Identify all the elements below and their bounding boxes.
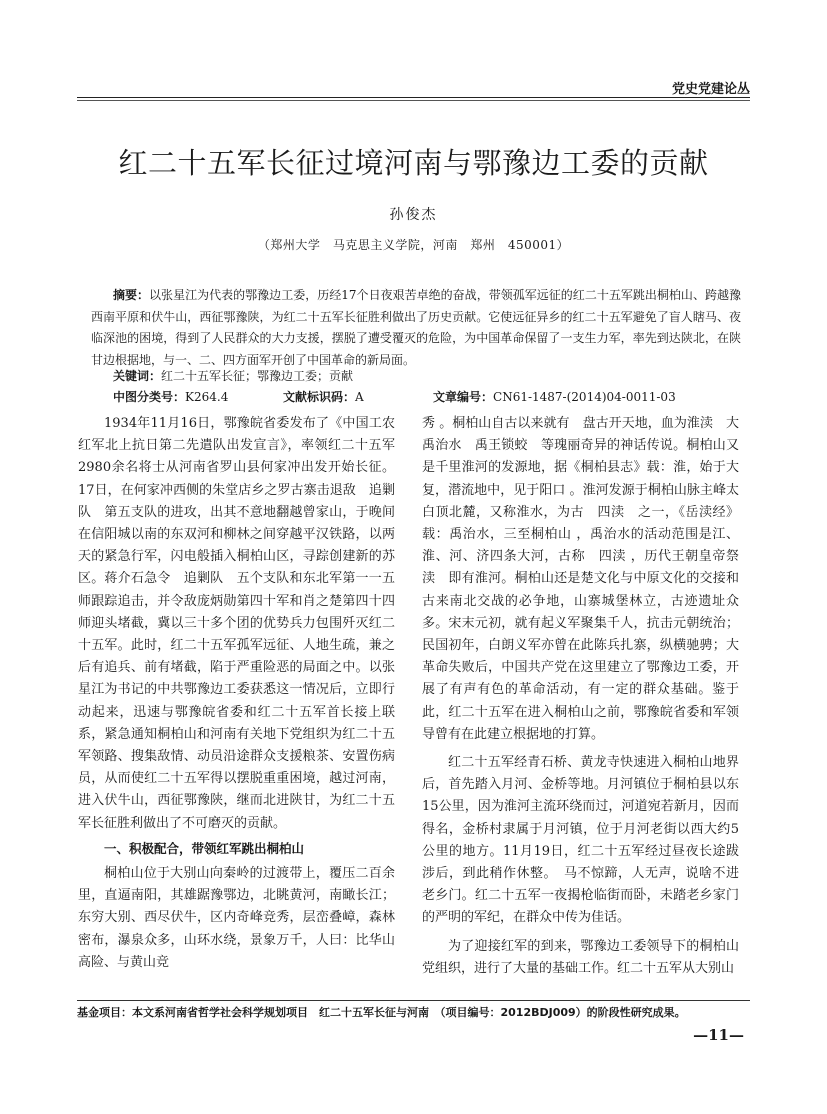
header-rule-thin — [77, 100, 750, 101]
body-paragraph: 为了迎接红军的到来，鄂豫边工委领导下的桐柏山党组织，进行了大量的基础工作。红二十五军从大别山 — [422, 938, 739, 976]
abstract-text: 以张星江为代表的鄂豫边工委，历经17个日夜艰苦卓绝的奋战，带领孤军远征的红二十五军跳出桐柏山、跨越豫西南平原和伏牛山，西征鄂豫陕，为红二十五军长征胜利做出了历史贡献。它使远征异乡的红二十五军避免了盲人瞎马、夜临深池的困境，得到了人民群众的大力支援，摆脱了遭受覆灭的危险，为中国革命保留了一支生力军，率先到达陕北，在陕甘边根据地，与一、二、四方面军开创了中国革命的新局面。 — [91, 288, 741, 367]
body-paragraph: 红二十五军经青石桥、黄龙寺快速进入桐柏山地界后，首先踏入月河、金桥等地。月河镇位于桐柏县以东15公里，因为淮河主流环绕而过，河道宛若新月，因而得名，金桥村隶属于月河镇，位于月河老街以西大约5公里的地方。11月19日，红二十五军经过昼夜长途跋涉后，到此稍作休整。 马不惊蹄，人无声，说啥不进老乡门。红二十五军一夜揭枪临街而卧，未踏老乡家门的严明的军纪，在群众中传为佳话。 — [422, 755, 739, 926]
article-number-label: 文章编号： — [433, 390, 494, 404]
body-paragraph: 秀 。桐柏山自古以来就有 盘古开天地，血为淮渎 大禹治水 禹王锁蛟 等瑰丽奇异的神话传说。桐柏山又是千里淮河的发源地，据《桐柏县志》载：淮，始于大复，潜流地中，见于阳口 。淮河发源于桐柏山脉主峰太白顶北麓，又称淮水，为古 四渎 之一，《岳渎经》载：禹治水，三至桐柏山 ，禹治水的活动范围是江、淮、河、济四条大河，古称 四渎 ，历代王朝皇帝祭 渎 即有淮河。桐柏山还是楚文化与中原文化的交接和古来南北交战的必争地，山寨城堡林立，古迹遗址众多。宋末元初，就有起义军聚集千人，抗击元朝统治；民国初年，白朗义军亦曾在此陈兵扎寨，纵横驰骋；大革命失败后，中国共产党在这里建立了鄂豫边工委，开展了有声有色的革命活动，有一定的群众基础。鉴于此，红二十五军在进入桐柏山之前，鄂豫皖省委和军领导曾有在此建立根据地的打算。 — [422, 416, 753, 742]
body-paragraph: 桐柏山位于大别山向秦岭的过渡带上，覆压二百余里，直逼南阳，其雄踞豫鄂边，北眺黄河，南瞰长江；东穷大别、西尽伏牛，区内奇峰竞秀，层峦叠嶂，森林密布，瀑泉众多，山环水绕，景象万千，人曰：比华山高险、与黄山竞 — [78, 866, 395, 970]
body-column-left — [78, 413, 395, 974]
journal-section-header: 党史党建论丛 — [671, 82, 750, 97]
author: 孙俊杰 — [389, 207, 438, 223]
keywords — [113, 367, 741, 384]
body-paragraph: 1934年11月16日，鄂豫皖省委发布了《中国工农红军北上抗日第二先遣队出发宣言》，率领红二十五军2980余名将士从河南省罗山县何家冲出发开始长征。17日，在何家冲西侧的朱堂店乡之罗古寨击退敌 追剿队 第五支队的进攻，出其不意地翻越曾家山，于晚间在信阳城以南的东双河和柳林之间穿越平汉铁路，以两天的紧急行军，闪电般插入桐柏山区，寻踪创建新的苏区。蒋介石急令 追剿队 五个支队和东北军第一一五师跟踪追击，并令敌庞炳勋第四十军和肖之楚第四十四师迎头堵截，冀以三十多个团的优势兵力包围歼灭红二十五军。此时，红二十五军孤军远征、人地生疏，兼之后有追兵、前有堵截，陷于严重险恶的局面之中。以张星江为书记的中共鄂豫边工委获悉这一情况后，立即行动起来，迅速与鄂豫皖省委和红二十五军首长接上联系，紧急通知桐柏山和河南有关地下党组织为红二十五军领路、搜集敌情、动员沿途群众支援粮茶、安置伤病员，从而使红二十五军得以摆脱重重困境，越过河南，进入伏牛山，西征鄂豫陕，继而北进陕甘，为红二十五军长征胜利做出了不可磨灭的贡献。 — [78, 416, 395, 831]
article-metadata — [113, 388, 741, 405]
keywords-text: 红二十五军长征；鄂豫边工委；贡献 — [161, 369, 354, 383]
header-rule — [77, 97, 750, 98]
body-column-right — [422, 413, 753, 980]
clc-label: 中图分类号： — [113, 390, 186, 404]
page-number: —11— — [693, 1026, 744, 1044]
doc-code-value: A — [355, 390, 364, 404]
footnote-rule — [77, 1000, 750, 1001]
article-number-value: CN61-1487-(2014)04-0011-03 — [493, 390, 676, 404]
affiliation: （郑州大学 马克思主义学院，河南 郑州 450001） — [257, 238, 570, 252]
keywords-label: 关键词： — [113, 369, 162, 383]
abstract — [91, 285, 741, 371]
clc-value: K264.4 — [185, 390, 229, 404]
article-title: 红二十五军长征过境河南与鄂豫边工委的贡献 — [118, 146, 709, 180]
abstract-label: 摘要： — [113, 288, 150, 302]
doc-code-label: 文献标识码： — [283, 390, 356, 404]
section-heading: 一、积极配合，带领红军跳出桐柏山 — [104, 840, 305, 856]
funding-footnote: 基金项目：本文系河南省哲学社会科学规划项目 红二十五军长征与河南 （项目编号：2012BDJ009）的阶段性研究成果。 — [77, 1006, 686, 1019]
